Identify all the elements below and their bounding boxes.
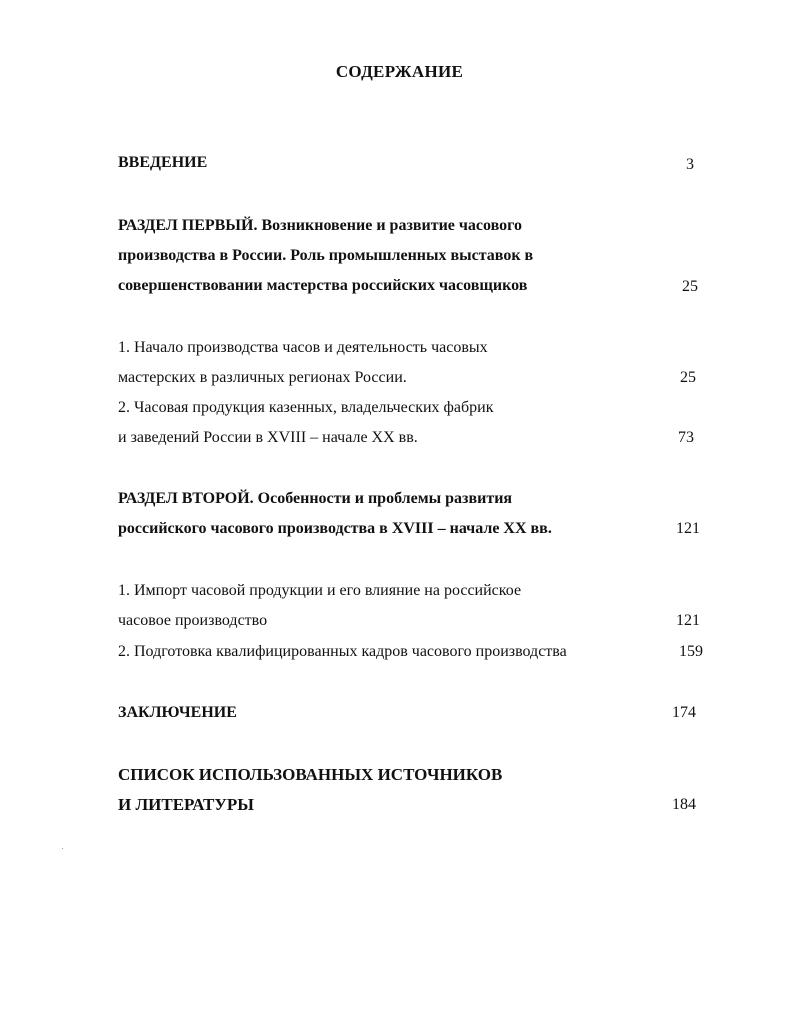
toc-part2-page: 121 [676,520,700,537]
toc-sources-line-2: И ЛИТЕРАТУРЫ [118,795,254,814]
page-title: СОДЕРЖАНИЕ [335,62,464,81]
toc-part1-item2-line-1: 2. Часовая продукция казенных, владельческих фабрик [118,399,494,416]
toc-part1-item2-line-2: и заведений России в XVIII – начале XX вв. [118,429,418,446]
toc-part1-item1-line-1: 1. Начало производства часов и деятельность часовых [118,339,488,356]
toc-part2-line-1: РАЗДЕЛ ВТОРОЙ. Особенности и проблемы развития [118,490,513,507]
toc-part2-item2-page: 159 [679,643,703,660]
toc-part2-item2-line-1: 2. Подготовка квалифицированных кадров часового производства [118,643,567,660]
toc-conclusion-label: ЗАКЛЮЧЕНИЕ [118,704,237,721]
toc-part1-item1-page: 25 [680,369,696,386]
toc-part2-item1-line-1: 1. Импорт часовой продукции и его влияние на российское [118,582,522,599]
toc-conclusion-page: 174 [672,704,696,721]
toc-part2-item1-page: 121 [676,612,700,629]
toc-intro-page: 3 [686,156,694,173]
toc-part1-item2-page: 73 [678,429,694,446]
toc-part1-page: 25 [682,278,698,295]
toc-part2-line-2: российского часового производства в XVIII – начале XX вв. [118,520,552,537]
toc-part1-line-2: производства в России. Роль промышленных выставок в [118,247,534,264]
toc-part2-item1-line-2: часовое производство [118,612,268,629]
toc-part1-line-1: РАЗДЕЛ ПЕРВЫЙ. Возникновение и развитие часового [118,217,523,234]
toc-sources-page: 184 [672,796,696,813]
scan-speck [62,848,63,849]
toc-intro-label: ВВЕДЕНИЕ [118,154,208,171]
toc-part1-line-3: совершенствовании мастерства российских часовщиков [118,277,528,294]
toc-sources-line-1: СПИСОК ИСПОЛЬЗОВАННЫХ ИСТОЧНИКОВ [118,765,503,784]
toc-part1-item1-line-2: мастерских в различных регионах России. [118,369,407,386]
